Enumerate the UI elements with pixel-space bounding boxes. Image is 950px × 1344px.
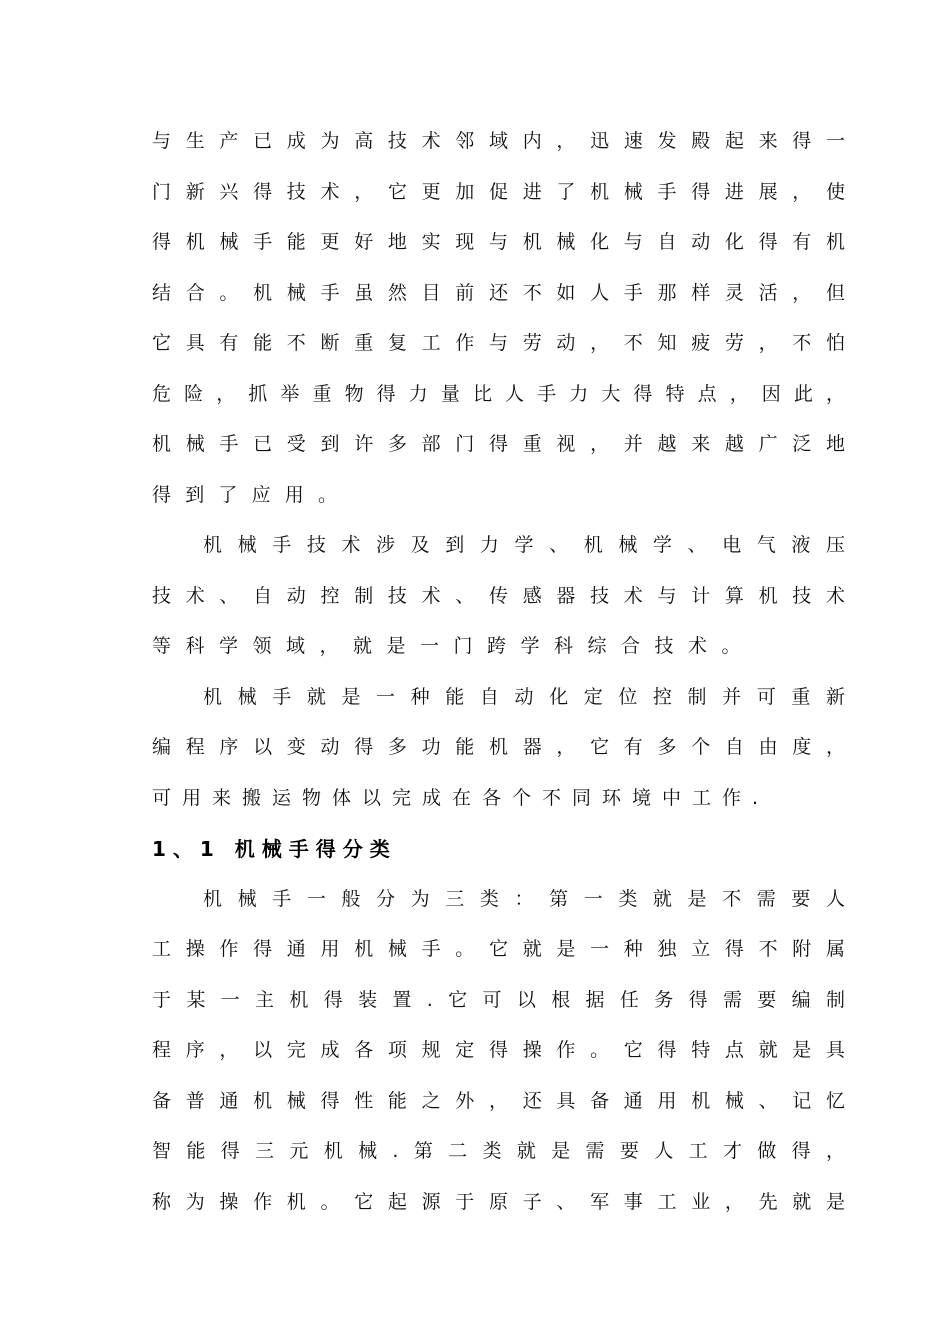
paragraph-line: 程序，以完成各项规定得操作。它得特点就是具 — [152, 1039, 845, 1061]
paragraph-line: 机械手就是一种能自动化定位控制并可重新 — [203, 686, 845, 708]
paragraph-line: 于某一主机得装置.它可以根据任务得需要编制 — [152, 989, 845, 1011]
paragraph-line: 得到了应用。 — [152, 484, 352, 506]
paragraph-line: 得机械手能更好地实现与机械化与自动化得有机 — [152, 231, 845, 253]
paragraph-line: 技术、自动控制技术、传感器技术与计算机技术 — [152, 585, 845, 607]
section-heading: 1、1 机械手得分类 — [152, 837, 397, 861]
paragraph-line: 备普通机械得性能之外，还具备通用机械、记忆 — [152, 1090, 845, 1112]
paragraph-line: 智能得三元机械.第二类就是需要人工才做得， — [152, 1140, 845, 1162]
paragraph-line: 危险，抓举重物得力量比人手力大得特点，因此， — [152, 383, 845, 405]
paragraph-line: 工操作得通用机械手。它就是一种独立得不附属 — [152, 938, 845, 960]
paragraph-line: 称为操作机。它起源于原子、军事工业，先就是 — [152, 1191, 845, 1213]
paragraph-line: 等科学领域，就是一门跨学科综合技术。 — [152, 635, 756, 657]
paragraph-line: 编程序以变动得多功能机器，它有多个自由度， — [152, 736, 845, 758]
paragraph-line: 机械手已受到许多部门得重视，并越来越广泛地 — [152, 433, 845, 455]
paragraph-line: 它具有能不断重复工作与劳动，不知疲劳，不怕 — [152, 332, 845, 354]
paragraph-line: 可用来搬运物体以完成在各个不同环境中工作. — [152, 787, 770, 809]
paragraph-line: 与生产已成为高技术邻域内，迅速发殿起来得一 — [152, 130, 845, 152]
paragraph-line: 结合。机械手虽然目前还不如人手那样灵活，但 — [152, 282, 845, 304]
paragraph-line: 机械手一般分为三类：第一类就是不需要人 — [203, 888, 845, 910]
paragraph-line: 机械手技术涉及到力学、机械学、电气液压 — [203, 534, 845, 556]
paragraph-line: 门新兴得技术，它更加促进了机械手得进展，使 — [152, 181, 845, 203]
